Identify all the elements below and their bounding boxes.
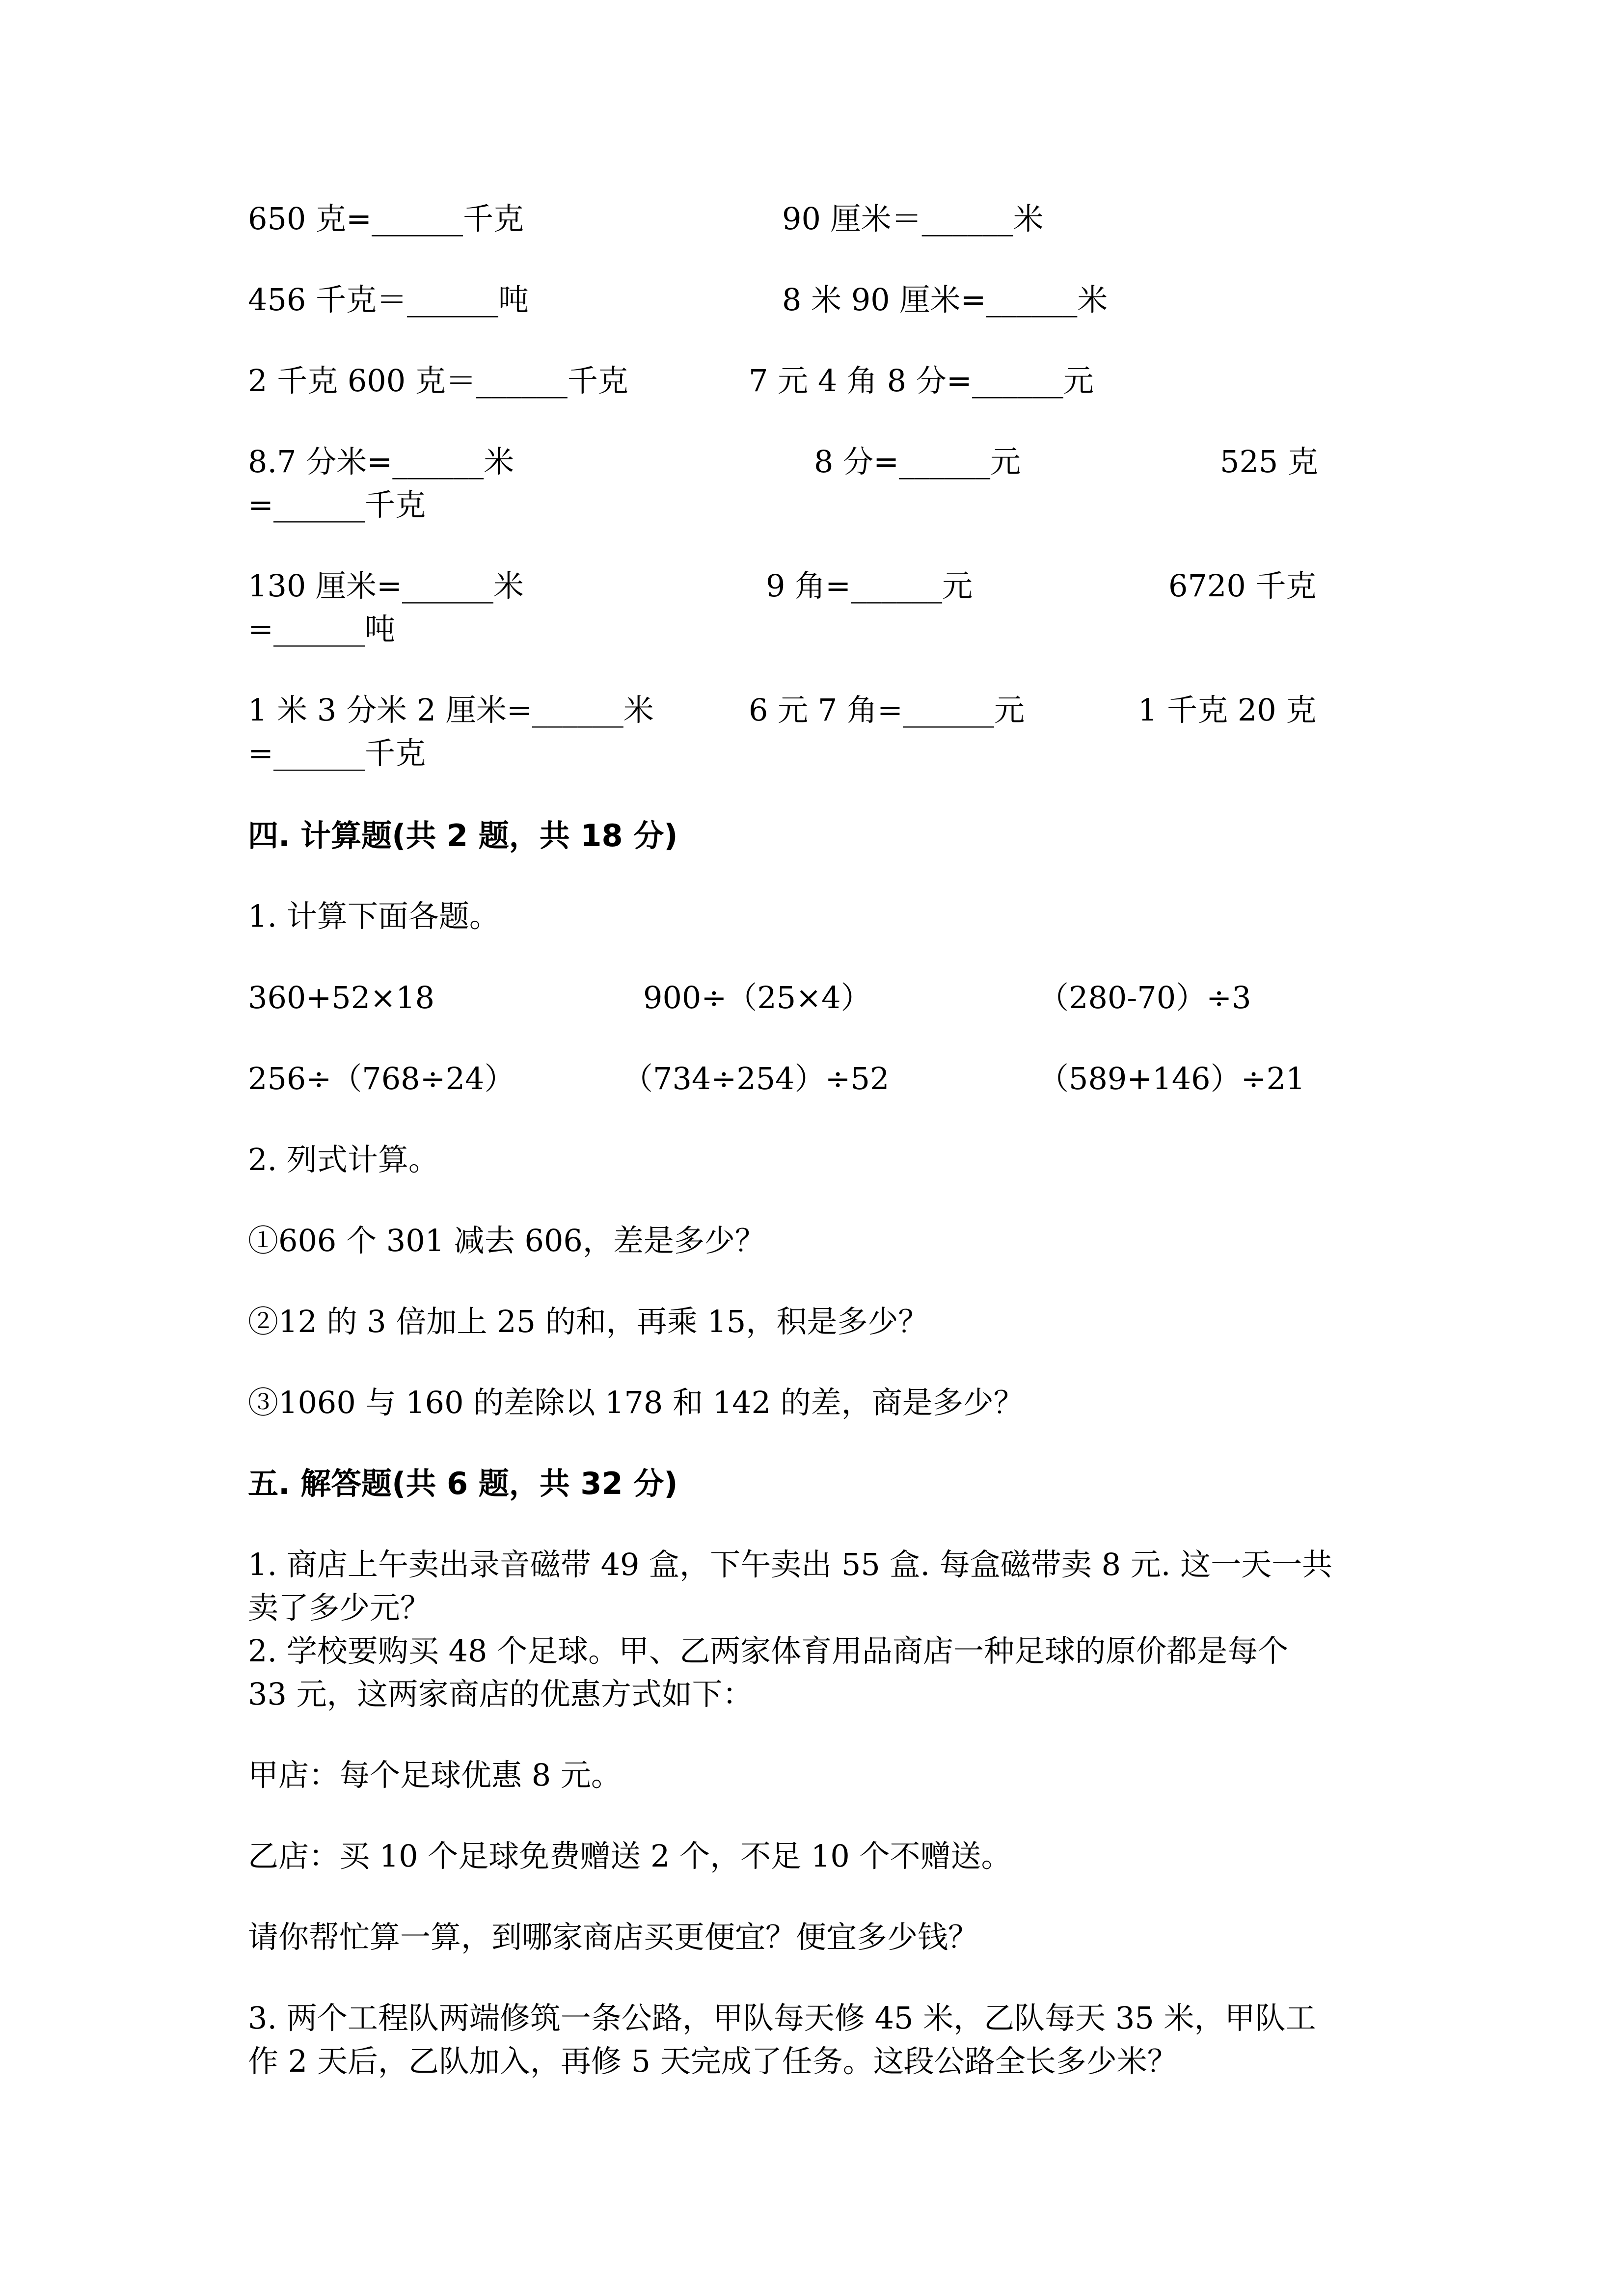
- section-heading: 四. 计算题(共 2 题，共 18 分): [248, 818, 678, 854]
- calc-expression: 360+52×18: [248, 980, 435, 1015]
- problem-text: 1. 商店上午卖出录音磁带 49 盒，下午卖出 55 盒. 每盒磁带卖 8 元. 这一天一共: [248, 1547, 1333, 1582]
- conversion-item: 6 元 7 角=______元: [749, 692, 1025, 728]
- problem-text: 3. 两个工程队两端修筑一条公路，甲队每天修 45 米，乙队每天 35 米，甲队工: [248, 2000, 1316, 2036]
- conversion-item: 130 厘米=______米: [248, 568, 524, 604]
- conversion-item-continued: =______吨: [248, 611, 395, 647]
- conversion-item: 456 千克＝______吨: [248, 282, 529, 318]
- conversion-item-continued: =______千克: [248, 487, 426, 523]
- section-heading: 五. 解答题(共 6 题，共 32 分): [248, 1466, 678, 1501]
- calc-expression: 900÷（25×4）: [643, 980, 871, 1015]
- calc-expression: （734÷254）÷52: [623, 1061, 890, 1096]
- question-title: 2. 列式计算。: [248, 1142, 439, 1177]
- sub-question: ③1060 与 160 的差除以 178 和 142 的差，商是多少？: [248, 1385, 1024, 1420]
- calc-expression: 256÷（768÷24）: [248, 1061, 515, 1096]
- problem-text: 甲店：每个足球优惠 8 元。: [248, 1757, 622, 1793]
- conversion-item: 6720 千克: [1168, 568, 1317, 604]
- problem-text: 作 2 天后，乙队加入，再修 5 天完成了任务。这段公路全长多少米？: [248, 2043, 1178, 2079]
- conversion-item: 8 分=______元: [814, 444, 1021, 480]
- conversion-item-continued: =______千克: [248, 735, 426, 771]
- conversion-item: 7 元 4 角 8 分=______元: [749, 363, 1094, 399]
- problem-text: 33 元，这两家商店的优惠方式如下：: [248, 1676, 753, 1712]
- calc-expression: （280-70）÷3: [1038, 980, 1251, 1015]
- conversion-item: 2 千克 600 克＝______千克: [248, 363, 628, 399]
- conversion-item: 1 米 3 分米 2 厘米=______米: [248, 692, 654, 728]
- conversion-item: 9 角=______元: [766, 568, 973, 604]
- conversion-item: 525 克: [1220, 444, 1319, 480]
- problem-text: 乙店：买 10 个足球免费赠送 2 个，不足 10 个不赠送。: [248, 1838, 1012, 1874]
- problem-text: 2. 学校要购买 48 个足球。甲、乙两家体育用品商店一种足球的原价都是每个: [248, 1633, 1289, 1669]
- sub-question: ②12 的 3 倍加上 25 的和，再乘 15，积是多少？: [248, 1304, 929, 1339]
- conversion-item: 1 千克 20 克: [1138, 692, 1317, 728]
- conversion-item: 8.7 分米=______米: [248, 444, 514, 480]
- question-title: 1. 计算下面各题。: [248, 898, 500, 934]
- problem-text: 卖了多少元？: [248, 1590, 431, 1626]
- calc-expression: （589+146）÷21: [1038, 1061, 1305, 1096]
- problem-text: 请你帮忙算一算，到哪家商店买更便宜？便宜多少钱？: [248, 1919, 979, 1955]
- conversion-item: 650 克=______千克: [248, 201, 524, 237]
- conversion-item: 90 厘米＝______米: [782, 201, 1044, 237]
- sub-question: ①606 个 301 减去 606，差是多少？: [248, 1223, 765, 1258]
- conversion-item: 8 米 90 厘米=______米: [782, 282, 1108, 318]
